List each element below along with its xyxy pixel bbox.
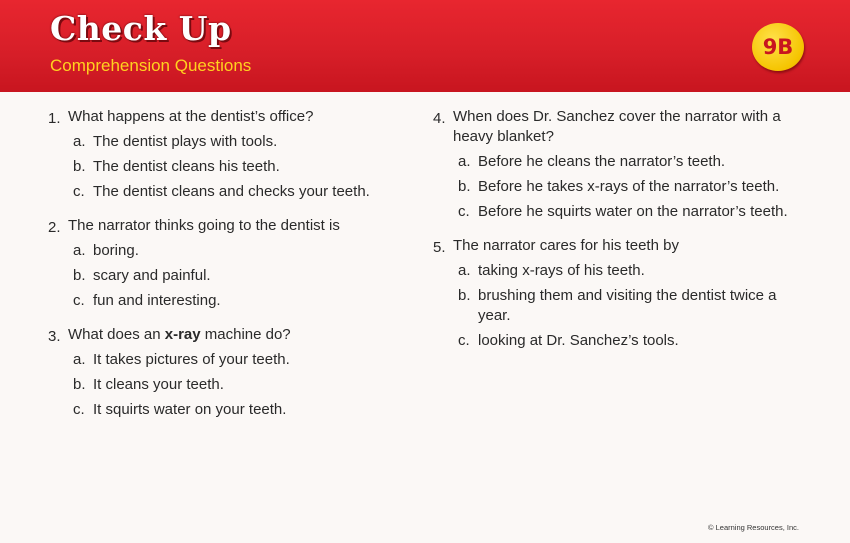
option-text: The dentist plays with tools. — [93, 133, 278, 150]
option-letter: a. — [73, 351, 86, 368]
vocabulary-word: x-ray — [164, 326, 201, 343]
question-5 — [433, 235, 813, 353]
option-letter: b. — [73, 267, 86, 284]
answer-option[interactable] — [73, 154, 418, 179]
option-text: It squirts water on your teeth. — [93, 401, 287, 418]
question-number: 1. — [48, 110, 61, 127]
answer-option[interactable] — [458, 174, 813, 199]
answer-option[interactable] — [73, 288, 418, 313]
option-letter: c. — [458, 203, 470, 220]
answer-option[interactable] — [458, 199, 813, 224]
option-text: Before he cleans the narrator’s teeth. — [478, 153, 726, 170]
question-number: 4. — [433, 110, 446, 127]
question-number: 3. — [48, 328, 61, 345]
option-text: The dentist cleans and checks your teeth. — [93, 183, 370, 200]
page-title: Check Up — [50, 9, 232, 48]
option-letter: c. — [73, 401, 85, 418]
option-text: taking x-rays of his teeth. — [478, 262, 645, 279]
answer-option[interactable] — [73, 347, 418, 372]
question-4 — [433, 106, 813, 224]
answer-option[interactable] — [73, 129, 418, 154]
answer-options — [73, 129, 418, 204]
option-letter: a. — [73, 133, 86, 150]
question-text: What happens at the dentist’s office? — [68, 108, 314, 125]
option-text: It takes pictures of your teeth. — [93, 351, 290, 368]
option-letter: c. — [458, 332, 470, 349]
option-text: The dentist cleans his teeth. — [93, 158, 280, 175]
answer-option[interactable] — [458, 283, 813, 328]
option-text: fun and interesting. — [93, 292, 221, 309]
question-text: What does an x-ray machine do? — [68, 326, 291, 343]
option-letter: b. — [458, 178, 471, 195]
copyright-notice: © Learning Resources, Inc. — [708, 523, 799, 532]
option-text: brushing them and visiting the dentist twice a year. — [478, 287, 777, 324]
question-number: 2. — [48, 219, 61, 236]
answer-option[interactable] — [458, 149, 813, 174]
answer-option[interactable] — [458, 328, 813, 353]
questions-right-column — [433, 106, 813, 353]
answer-options — [458, 149, 813, 224]
option-letter: b. — [73, 158, 86, 175]
answer-options — [73, 238, 418, 313]
option-letter: a. — [458, 262, 471, 279]
answer-option[interactable] — [73, 397, 418, 422]
option-text: Before he squirts water on the narrator’s teeth. — [478, 203, 788, 220]
question-text: The narrator thinks going to the dentist is — [68, 217, 340, 234]
badge-label: 9B — [762, 35, 794, 59]
option-letter: c. — [73, 183, 85, 200]
answer-option[interactable] — [73, 263, 418, 288]
questions-left-column — [48, 106, 418, 422]
answer-option[interactable] — [458, 258, 813, 283]
question-text: The narrator cares for his teeth by — [453, 237, 679, 254]
answer-option[interactable] — [73, 179, 418, 204]
question-1 — [48, 106, 418, 204]
header-banner — [0, 0, 850, 92]
answer-option[interactable] — [73, 238, 418, 263]
answer-options — [458, 258, 813, 353]
option-text: Before he takes x-rays of the narrator’s teeth. — [478, 178, 780, 195]
option-text: boring. — [93, 242, 139, 259]
question-text: When does Dr. Sanchez cover the narrator with a heavy blanket? — [453, 108, 781, 145]
option-letter: a. — [458, 153, 471, 170]
option-letter: c. — [73, 292, 85, 309]
page-subtitle: Comprehension Questions — [50, 56, 252, 75]
option-letter: b. — [458, 287, 471, 304]
question-number: 5. — [433, 239, 446, 256]
option-text: It cleans your teeth. — [93, 376, 224, 393]
card-number-badge — [752, 23, 804, 71]
option-text: scary and painful. — [93, 267, 211, 284]
question-3 — [48, 324, 418, 422]
option-letter: b. — [73, 376, 86, 393]
answer-options — [73, 347, 418, 422]
option-text: looking at Dr. Sanchez’s tools. — [478, 332, 679, 349]
question-2 — [48, 215, 418, 313]
option-letter: a. — [73, 242, 86, 259]
answer-option[interactable] — [73, 372, 418, 397]
